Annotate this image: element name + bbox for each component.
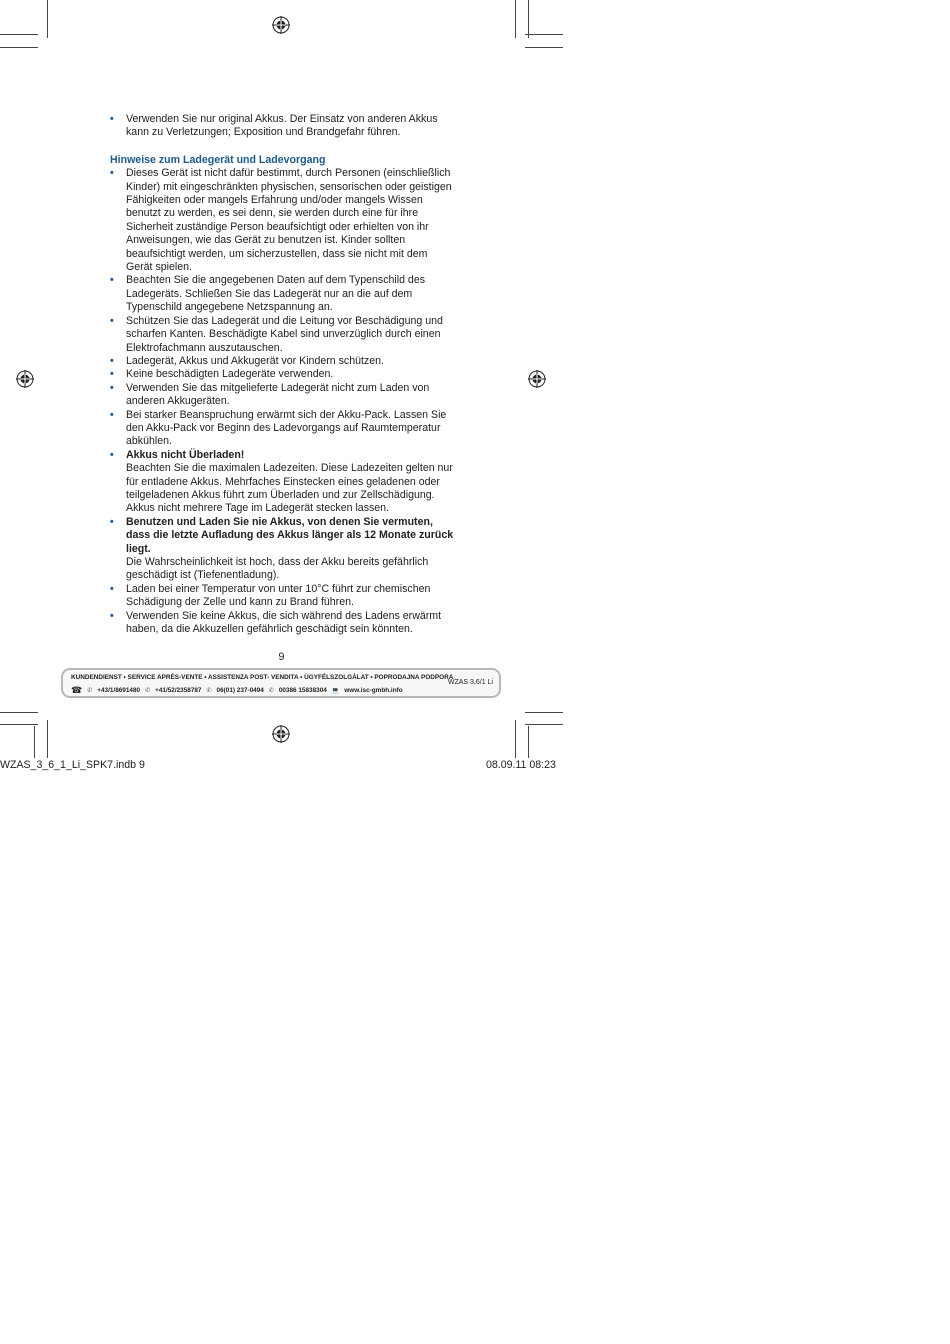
laptop-icon: 💻 <box>331 688 340 694</box>
page-number: 9 <box>278 651 285 663</box>
phone-icon: ✆ <box>268 688 274 694</box>
crop-mark <box>528 726 529 758</box>
service-footer <box>61 668 501 698</box>
page-content <box>110 113 455 636</box>
service-languages: KUNDENDIENST • SERVICE APRÈS-VENTE • ASSISTENZA POST- VENDITA • ÜGYFÉLSZOLGÁLAT • POPRODAJNA PODPORA <box>71 674 454 681</box>
list-item <box>110 409 455 449</box>
list-item-text: Schützen Sie das Ladegerät und die Leitung vor Beschädigung und scharfen Kanten. Beschädigte Kabel sind unverzüglich durch einen Elektrofachmann auszutauschen. <box>126 314 443 354</box>
list-item-bold: • Benutzen und Laden Sie nie Akkus, von denen Sie vermuten, dass die letzte Aufladung des Akkus länger als 12 Monate zurück liegt. <box>126 515 454 555</box>
crop-mark <box>0 712 38 713</box>
phone-icon: ✆ <box>87 688 93 694</box>
website-link[interactable]: www.isc-gmbh.info <box>344 687 403 694</box>
phone-icon: ✆ <box>206 688 212 694</box>
phone-hungary: 06(01) 237-0494 <box>216 687 264 694</box>
crop-mark <box>47 720 48 758</box>
crop-mark <box>0 47 38 48</box>
section-heading: Hinweise zum Ladegerät und Ladevorgang <box>110 153 326 166</box>
crop-mark <box>525 34 563 35</box>
list-item-bold: • Akkus nicht Überladen! <box>126 448 245 461</box>
registration-mark-icon <box>272 16 290 34</box>
list-item-text: Die Wahrscheinlichkeit ist hoch, dass der Akku bereits gefährlich geschädigt ist (Tiefenentladung). <box>126 556 429 582</box>
list-item <box>110 382 455 409</box>
list-item-text: Ladegerät, Akkus und Akkugerät vor Kindern schützen. <box>126 354 384 367</box>
crop-mark <box>0 34 38 35</box>
crop-mark <box>515 0 516 38</box>
crop-mark <box>47 0 48 38</box>
crop-mark <box>525 47 563 48</box>
print-slug-datetime: 08.09.11 08:23 <box>486 759 556 771</box>
list-item-text: Dieses Gerät ist nicht dafür bestimmt, durch Personen (einschließlich Kinder) mit eingeschränkten physischen, sensorischen oder geistigen Fähigkeiten oder mangels Erfahrung und/oder mangels Wissen benutzt zu werden, es sei denn, sie werden durch eine für ihre Sicherheit zuständige Person beaufsichtigt oder erhielten von ihr Anweisungen, wie das Gerät zu benutzen ist. Kinder sollten beaufsichtigt werden, um sicherzustellen, dass sie nicht mit dem Gerät spielen. <box>126 167 452 274</box>
list-item-text: Bei starker Beanspruchung erwärmt sich der Akku-Pack. Lassen Sie den Akku-Pack vor Beginn des Ladevorgangs auf Raumtemperatur abkühlen. <box>126 408 447 448</box>
phone-austria: +43/1/8691480 <box>97 687 141 694</box>
list-item-text: Verwenden Sie das mitgelieferte Ladegerät nicht zum Laden von anderen Akkugeräten. <box>126 381 430 408</box>
list-item <box>110 449 455 516</box>
service-contacts <box>71 685 403 696</box>
telephone-icon: ☎ <box>71 685 83 695</box>
crop-mark <box>34 726 35 758</box>
list-item-text: Keine beschädigten Ladegeräte verwenden. <box>126 368 334 381</box>
list-item-text: Beachten Sie die angegebenen Daten auf dem Typenschild des Ladegeräts. Schließen Sie das Ladegerät nur an die auf dem Typenschild angegebene Netzspannung an. <box>126 274 426 314</box>
print-slug-file: WZAS_3_6_1_Li_SPK7.indb 9 <box>0 759 145 771</box>
list-item-text: Verwenden Sie keine Akkus, die sich während des Ladens erwärmt haben, da die Akkuzellen gefährlich geschädigt sein könnten. <box>126 609 442 636</box>
list-item <box>110 368 455 381</box>
crop-mark <box>525 724 563 725</box>
bullet-list <box>110 167 455 636</box>
registration-mark-icon <box>16 370 34 388</box>
model-label: WZAS 3,6/1 Li <box>447 679 493 686</box>
phone-icon: ✆ <box>145 688 151 694</box>
list-item-text: Beachten Sie die maximalen Ladezeiten. Diese Ladezeiten gelten nur für entladene Akkus. Mehrfaches Einstecken eines geladenen oder teilgeladenen Akkus führt zum Überladen und zur Zellschädigung. Akkus nicht mehrere Tage im Ladegerät stecken lassen. <box>126 462 453 515</box>
phone-slovenia: 00386 15838304 <box>278 687 327 694</box>
list-item <box>110 610 455 637</box>
crop-mark <box>515 720 516 758</box>
list-item <box>110 167 455 274</box>
list-item-text: Laden bei einer Temperatur von unter 10°C führt zur chemischen Schädigung der Zelle und kann zu Brand führen. <box>126 582 431 609</box>
registration-mark-icon <box>528 370 546 388</box>
list-item <box>110 315 455 355</box>
list-item <box>110 583 455 610</box>
crop-mark <box>0 724 38 725</box>
list-item-text: Verwenden Sie nur original Akkus. Der Einsatz von anderen Akkus kann zu Verletzungen; Exposition und Brandgefahr führen. <box>126 113 438 139</box>
bullet-list-top <box>110 113 455 140</box>
list-item <box>110 355 455 368</box>
list-item <box>110 113 455 140</box>
crop-mark <box>528 0 529 38</box>
list-item <box>110 516 455 583</box>
crop-mark <box>525 712 563 713</box>
list-item <box>110 274 455 314</box>
phone-switzerland: +41/52/2358787 <box>155 687 202 694</box>
registration-mark-icon <box>272 725 290 743</box>
